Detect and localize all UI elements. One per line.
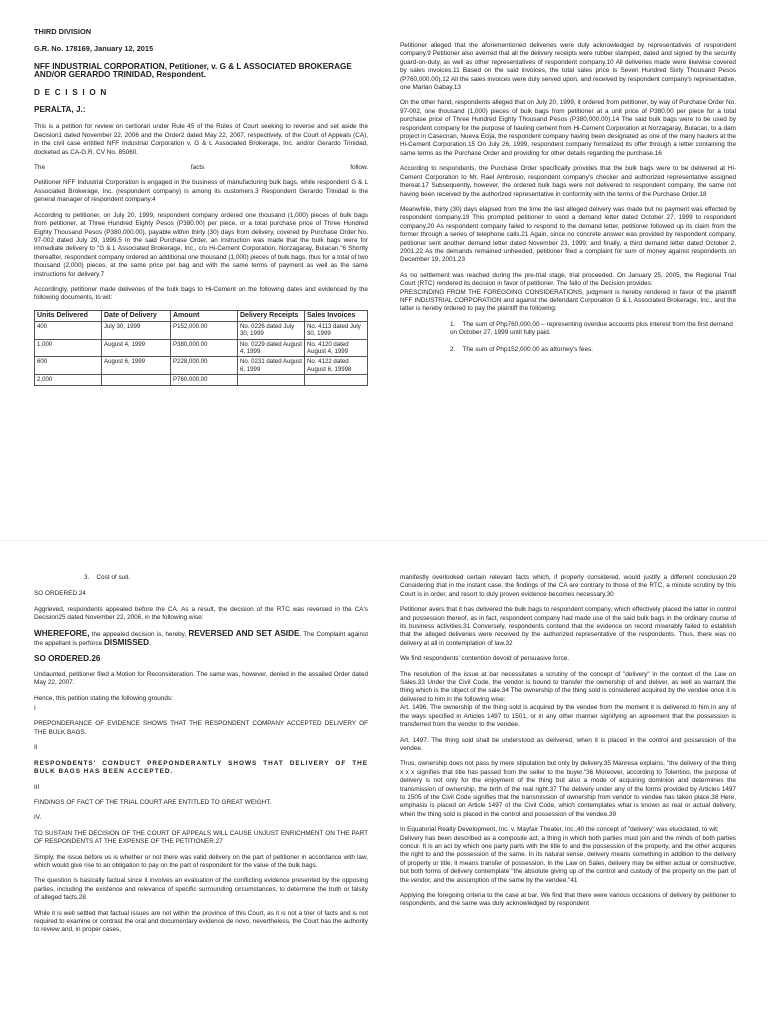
table-row (35, 375, 368, 385)
paragraph: On the other hand, respondents alleged that on July 20, 1999, it ordered from petitioner, by way of Purchase Order No. 97-002, one thousand (1,000) pieces of bulk bags from petitioner at a unit price of P380.00 per piece for a total purchase price of Three Hundred Eighty Thousand Pesos (P380,000.00).14 The said bulk bags were to be used by respondent company for the purpose of hauling cement from Hi-Cement Corporation at Norzagaray, Bulacan, to a dam project in Casecnan, Nueva Ecija, the respondent company having been designated as one of the many haulers at the Hi-Cement Corporation.15 On July 26, 1999, respondent company formalized its offer through a letter containing the same terms as the Purchase Order and providing for other details regarding the purchase.16 (400, 99, 736, 157)
list-item: 2. The sum of Php152,000.00 as attorney's fees. (450, 345, 593, 353)
table-cell: No. 0231 dated August 6, 1999 (238, 357, 305, 375)
column-header: Units Delivered (35, 310, 102, 321)
table-cell: No. 0229 dated August 4, 1999 (238, 339, 305, 357)
paragraph: Simply, the issue before us is whether or not there was valid delivery on the part of petitioner in accordance with law, which would give rise to an obligation to pay on the part of respondent for the value of the bulk bags. (34, 853, 368, 869)
paragraph: This is a petition for review on certiorari under Rule 45 of the Rules of Court seeking to reverse and set aside the Decision1 dated November 22, 2006 and the Order2 dated May 22, 2007, respectively, of the Court of Appeals (CA), in the civil case entitled NFF Industrial Corporation v. G & L Associated Brokerage, Inc. and/or Gerardo Trinidad, docketed as CA-G.R. CV No. 85060. (34, 123, 368, 156)
paragraph: Petitioner alleged that the aforementioned deliveries were duly acknowledged by representatives of respondent company.9 Petitioner also averred that all the delivery receipts were rubber stamped, dated and signed by the security guard-on-duty, as well as other representatives of respondent company.10 All deliveries made were likewise covered by sales invoices.11 Based on the said invoices, the total sales price is Seven Hundred Sixty Thousand Pesos (P760,000.00).12 All the sales invoices were duly served upon, and received by respondent company's representative, one Marlan Gabay.13 (400, 42, 736, 92)
column-header: Amount (171, 310, 238, 321)
table-cell: 1,000 (35, 339, 102, 357)
paragraph: Thus, ownership does not pass by mere stipulation but only by delivery.35 Manresa explains, "the delivery of the thing x x x signifies that title has passed from the seller to the buyer."36 Moreover, according to Tolentino, the purpose of delivery is not only for the enjoyment of the thing but also a mode of acquiring dominion and determines the transmission of ownership, the birth of the real right.37 The delivery under any of the forms provided by Articles 1497 to 1505 of the Civil Code signifies that the transmission of ownership from vendor to vendee has taken place.38 Here, emphasis is placed on Article 1497 of the Civil Code, which contemplates what is known as real or actual delivery, when the thing sold is placed in the control and possession of the vendee.39 (400, 760, 736, 818)
dismissed-text: DISMISSED (104, 638, 150, 648)
division-heading: THIRD DIVISION (34, 27, 92, 36)
paragraph: As no settlement was reached during the pre-trial stage, trial proceeded. On January 25, 2005, the Regional Trial Court (RTC) rendered its decision in favor of petitioner. The fallo of the Decision provides: (400, 271, 736, 288)
paragraph: Hence, this petition stating the following grounds: (34, 694, 173, 702)
table-cell: 600 (35, 357, 102, 375)
table-row (35, 339, 368, 357)
table-row (35, 357, 368, 375)
paragraph: According to respondents, the Purchase Order specifically provides that the bulk bags were to be delivered at Hi-Cement Corporation to Mr. Rael Ambrosio, respondent company's checker and authorized representative assigned thereat.17 Subsequently, however, the ordered bulk bags were not delivered to respondent company, the same not having been received by the authorized representative in conformity with the terms of the Purchase Order.18 (400, 165, 736, 198)
text-run: the appealed decision is, hereby, (89, 630, 189, 638)
table-cell: No. 0226 dated July 30, 1999 (238, 321, 305, 339)
paragraph: According to petitioner, on July 20, 1999, respondent company ordered one thousand (1,000) pieces of bulk bags from petitioner, at Three Hundred Eighty Pesos (P380.00) per piece, or a total purchase price of Three Hundred Eighty Thousand Pesos (P380,000.00), payable within thirty (30) days from delivery, covered by Purchase Order No. 97-002 dated July 29, 1999.5 In the said Purchase Order, an instruction was made that the bulk bags were for immediate delivery to "G & L Associated Brokerage, Inc., c/o Hi-Cement Corporation, Norzagaray, Bulacan."6 Shortly thereafter, respondent company ordered an additional one thousand (1,000) pieces of bulk bags, thus for a total of two thousand (2,000) pieces, at the same price per bag and with the same terms of payment as well as the same instructions for delivery.7 (34, 211, 368, 278)
paragraph: Accordingly, petitioner made deliveries of the bulk bags to Hi-Cement on the following dates and evidenced by the following documents, to wit: (34, 285, 368, 302)
so-ordered: SO ORDERED.24 (34, 590, 86, 598)
reversed-text: REVERSED AND SET ASIDE (188, 628, 300, 638)
case-parties: NFF INDUSTRIAL CORPORATION, Petitioner, v. G & L ASSOCIATED BROKERAGE AND/OR GERARDO TRINIDAD, Respondent. (34, 61, 352, 80)
paragraph: We find respondents' contention devoid of persuasive force. (400, 655, 570, 663)
deliveries-table (34, 310, 368, 386)
facts-word-3: follow. (350, 164, 368, 172)
table-cell: P152,000.00 (171, 321, 238, 339)
paragraph: Art. 1497. The thing sold shall be understood as delivered, when it is placed in the control and possession of the vendee. (400, 736, 736, 752)
table-cell: No. 4120 dated August 4, 1999 (305, 339, 368, 357)
paragraph: The question is basically factual since it involves an evaluation of the conflicting evidence presented by the opposing parties, including the existence and relevance of specific surrounding circumstances, to determine the truth or falsity of alleged facts.28 (34, 877, 368, 902)
ponente: PERALTA, J.: (34, 105, 86, 115)
gr-number: G.R. No. 178169, January 12, 2015 (34, 44, 154, 54)
ground-text: FINDINGS OF FACT OF THE TRIAL COURT ARE ENTITLED TO GREAT WEIGHT. (34, 798, 272, 806)
paragraph: Undaunted, petitioner filed a Motion for Reconsideration. The same was, however, denied in the assailed Order dated May 22, 2007. (34, 670, 368, 687)
paragraph: Applying the foregoing criteria to the case at bar, We find that there were various occasions of delivery by petitioner to respondents, and the same was duly acknowledged by respondent (400, 892, 736, 908)
facts-word-1: The (34, 164, 46, 172)
decision-heading: D E C I S I O N (34, 87, 108, 97)
page1-right-column (400, 42, 736, 362)
ground-number: IV. (34, 814, 42, 822)
facts-word-2: facts (190, 164, 205, 172)
page1-left-column (34, 28, 368, 386)
text-run: . The Complaint against the appellant is perforce (34, 630, 368, 648)
ca-dispositive (34, 630, 368, 649)
ground-text: RESPONDENTS' CONDUCT PREPONDERANTLY SHOWS THAT DELIVERY OF THE BULK BAGS HAS BEEN ACCEPTED. (34, 759, 368, 776)
column-header: Delivery Receipts (238, 310, 305, 321)
table-cell: August 6, 1999 (102, 357, 171, 375)
wherefore: WHEREFORE, (34, 628, 90, 638)
table-cell: July 30, 1999 (102, 321, 171, 339)
page2-left-column (34, 574, 368, 942)
paragraph: Petitioner avers that it has delivered the bulk bags to respondent company, which effectively placed the latter in control and possession thereof, as in fact, respondent company had made use of the said bulk bags in the ordinary course of its business activities.31 Conversely, respondents contend that the evidence on record miserably failed to establish that the alleged deliveries were received by the authorized representative of the respondents. Thus, there was no delivery at all in contemplation of law.32 (400, 606, 736, 647)
table-cell: P228,000.00 (171, 357, 238, 375)
paragraph: manifestly overlooked certain relevant facts which, if properly considered, would justify a different conclusion.29 Considering that in the instant case, the findings of the CA are contrary to those of the RTC, a minute scrutiny by this Court is in order, and resort to duly proven evidence becomes necessary.30 (400, 574, 736, 598)
fallo-list-continued (84, 574, 368, 582)
ground-number: II (34, 744, 38, 752)
list-item: 3. Cost of suit. (84, 574, 131, 581)
table-cell: P380,000.00 (171, 339, 238, 357)
text-run: . (149, 640, 151, 648)
table-cell: 400 (35, 321, 102, 339)
table-cell: P760,000.00 (171, 375, 238, 385)
column-header: Sales Invoices (305, 310, 368, 321)
table-header-row (35, 310, 368, 321)
fallo-list (450, 321, 736, 354)
table-cell (238, 375, 305, 385)
page2-right-column (400, 574, 736, 916)
paragraph: In Equatorial Realty Development, Inc. v. Mayfair Theater, Inc.,40 the concept of "delivery" was elucidated, to wit: (400, 826, 719, 834)
paragraph: Petitioner NFF Industrial Corporation is engaged in the business of manufacturing bulk bags, while respondent G & L Associated Brokerage, Inc. (respondent company) is among its customers.3 Respondent Gerardo Trinidad is the general manager of respondent company.4 (34, 179, 368, 204)
paragraph: PRESCINDING FROM THE FOREGOING CONSIDERATIONS, judgment is hereby rendered in favor of the plaintiff NFF INDUSTRIAL CORPORATION and against the defendant Corporation G & L Associated Brokerage, Inc., and the latter is hereby ordered to pay the plaintiff the following: (400, 288, 736, 313)
paragraph: Meanwhile, thirty (30) days elapsed from the time the last alleged delivery was made but no payment was effected by respondent company.19 This prompted petitioner to send a demand letter dated October 27, 1999 to respondent company.20 As respondent company failed to respond to the demand letter, petitioner followed up its claim from the former through a series of telephone calls.21 Again, since no concrete answer was provided by respondent company, petitioner sent another demand letter dated November 23, 1999; and finally, a third demand letter dated October 2, 2001.22 As the demands remained unheeded, petitioner filed a complaint for sum of money against respondents on December 19, 2001.23 (400, 205, 736, 264)
paragraph: Aggrieved, respondents appealed before the CA. As a result, the decision of the RTC was reversed in the CA's Decision25 dated November 22, 2006, in the following wise: (34, 605, 368, 622)
table-cell: August 4, 1999 (102, 339, 171, 357)
paragraph: While it is well settled that factual issues are not within the province of this Court, as it is not a trier of facts and is not required to examine or contrast the oral and documentary evidence de novo, nevertheless, the Court has the authority to review and, in proper cases, (34, 909, 368, 934)
table-cell: 2,000 (35, 375, 102, 385)
paragraph: The resolution of the issue at bar necessitates a scrutiny of the concept of "delivery" in the context of the Law on Sales.33 Under the Civil Code, the vendor is bound to transfer the ownership of and deliver, as well as warrant the thing which is the object of the sale.34 The ownership of the thing sold is considered acquired by the vendee once it is delivered to him in the following wise: (400, 670, 736, 703)
quoted-paragraph: Delivery has been described as a composite act, a thing in which both parties must join and the minds of both parties concur. It is an act by which one party parts with the title to and the possession of the property, and the other acquires the right to and the possession of the same. In its natural sense, delivery means something in addition to the delivery of property or title; it means transfer of possession. In the Law on Sales, delivery may be either actual or constructive, but both forms of delivery contemplate "the absolute giving up of the control and custody of the property on the part of the vendor, and the assumption of the same by the vendee."41 (400, 834, 736, 884)
ground-number: III (34, 783, 40, 791)
table-cell: No. 4122 dated August 6, 19998 (305, 357, 368, 375)
so-ordered: SO ORDERED.26 (34, 654, 101, 664)
table-row (35, 321, 368, 339)
table-cell: No. 4113 dated July 30, 1999 (305, 321, 368, 339)
column-header: Date of Delivery (102, 310, 171, 321)
table-cell (305, 375, 368, 385)
ground-text: PREPONDERANCE OF EVIDENCE SHOWS THAT THE RESPONDENT COMPANY ACCEPTED DELIVERY OF THE BULK BAGS. (34, 720, 368, 736)
table-cell (102, 375, 171, 385)
ground-text: TO SUSTAIN THE DECISION OF THE COURT OF APPEALS WILL CAUSE UNJUST ENRICHMENT ON THE PART OF RESPONDENTS AT THE EXPENSE OF THE PETITIONER.27 (34, 829, 368, 846)
list-item: 1. The sum of Php760,000.00 – representing overdue accounts plus interest from the first demand on October 27, 1999 until fully paid. (450, 320, 733, 337)
paragraph: Art. 1496. The ownership of the thing sold is acquired by the vendee from the moment it is delivered to him in any of the ways specified in Articles 1497 to 1501, or in any other manner signifying an agreement that the possession is transferred from the vendor to the vendee. (400, 704, 736, 729)
page-divider (0, 540, 768, 541)
facts-line (34, 164, 368, 172)
ground-number: I (34, 705, 36, 713)
